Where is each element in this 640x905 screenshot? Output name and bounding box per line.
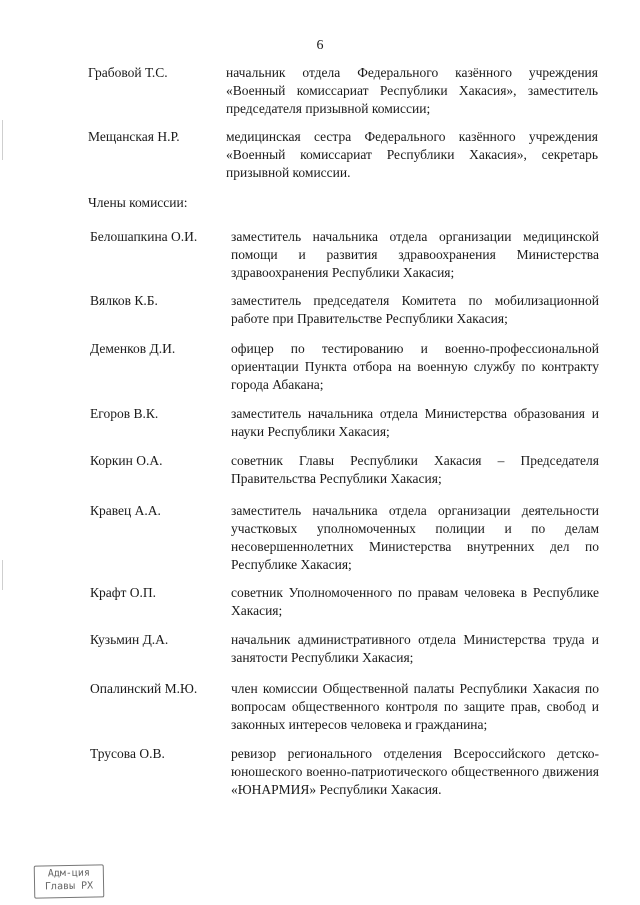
member-name: Кравец А.А. xyxy=(90,503,161,518)
member-role: ревизор регионального отделения Всероссийского детско-юношеского военно-патриотического общественного движения «ЮНАРМИЯ» Республики Хакасия. xyxy=(231,746,599,797)
member-name: Крафт О.П. xyxy=(90,585,157,600)
official-role: начальник отдела Федерального казённого учреждения «Военный комиссариат Республики Хакасия», заместитель председателя призывной комиссии; xyxy=(226,65,598,116)
stamp-line: Главы РХ xyxy=(44,880,94,893)
member-role: заместитель начальника отдела организации медицинской помощи и развития здравоохранения Министерства здравоохранения Республики Хакасия; xyxy=(231,229,599,280)
member-role: начальник административного отдела Министерства труда и занятости Республики Хакасия; xyxy=(231,632,599,665)
page-number: 6 xyxy=(316,38,324,53)
official-name: Грабовой Т.С. xyxy=(88,65,168,80)
official-role: медицинская сестра Федерального казённого учреждения «Военный комиссариат Республики Хакасия», секретарь призывной комиссии. xyxy=(226,129,598,180)
member-name: Трусова О.В. xyxy=(90,746,165,761)
member-role: советник Уполномоченного по правам человека в Республике Хакасия; xyxy=(231,585,599,618)
member-role: заместитель председателя Комитета по мобилизационной работе при Правительстве Республики Хакасия; xyxy=(231,293,599,326)
member-role: заместитель начальника отдела организации деятельности участковых уполномоченных полиции и по делам несовершеннолетних Министерства внутренних дел по Республике Хакасия; xyxy=(231,503,599,572)
registration-stamp xyxy=(34,864,105,898)
page-edge-mark xyxy=(2,560,3,590)
member-role: офицер по тестированию и военно-профессиональной ориентации Пункта отбора на военную службу по контракту города Абакана; xyxy=(231,341,599,392)
member-name: Вялков К.Б. xyxy=(90,293,158,308)
page-edge-mark xyxy=(2,120,3,160)
member-name: Егоров В.К. xyxy=(90,406,159,421)
member-role: советник Главы Республики Хакасия – Председателя Правительства Республики Хакасия; xyxy=(231,453,599,486)
member-name: Опалинский М.Ю. xyxy=(90,681,198,696)
official-name: Мещанская Н.Р. xyxy=(88,129,180,144)
member-role: член комиссии Общественной палаты Республики Хакасия по вопросам общественного контроля по защите прав, свобод и законных интересов человека и гражданина; xyxy=(231,681,599,732)
member-name: Белошапкина О.И. xyxy=(90,229,198,244)
stamp-line: Адм-ция xyxy=(47,867,91,880)
member-name: Деменков Д.И. xyxy=(90,341,176,356)
members-heading: Члены комиссии: xyxy=(88,195,188,210)
member-role: заместитель начальника отдела Министерства образования и науки Республики Хакасия; xyxy=(231,406,599,439)
member-name: Коркин О.А. xyxy=(90,453,163,468)
member-name: Кузьмин Д.А. xyxy=(90,632,169,647)
